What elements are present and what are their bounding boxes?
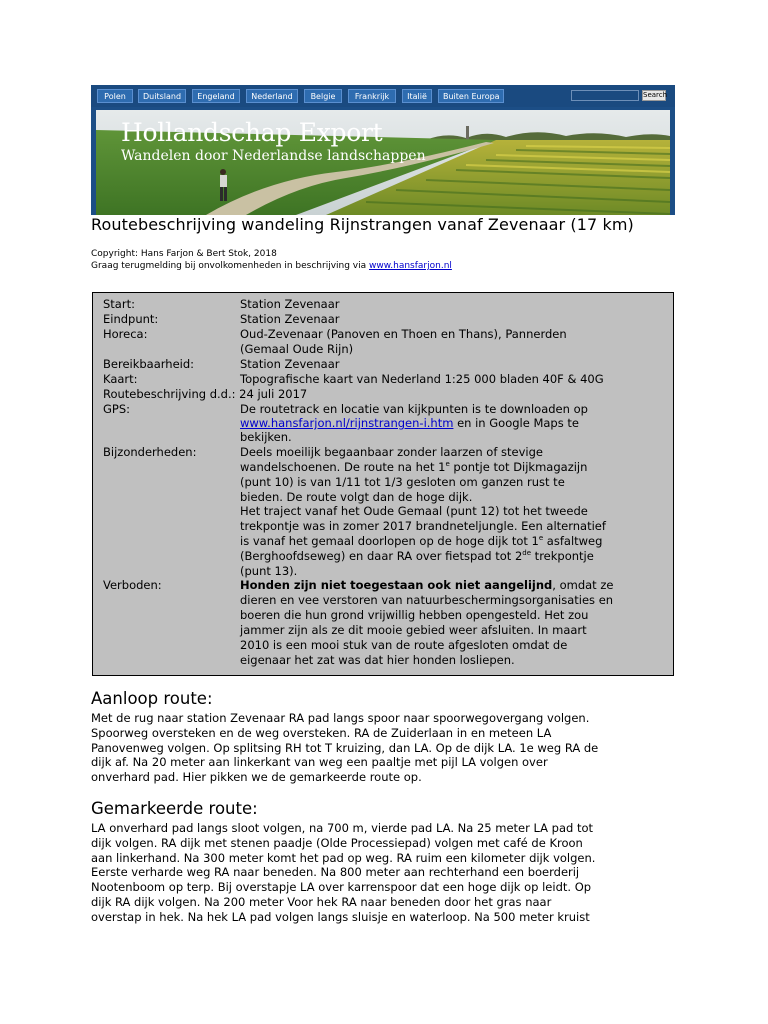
page-title: Routebeschrijving wandeling Rijnstrangen vanaf Zevenaar (17 km) [91, 215, 634, 234]
bijz-line8 [240, 549, 594, 563]
gemarkeerde-line: dijk RA dijk volgen. Na 200 meter Voor hek RA naar beneden door het gras naar [91, 895, 552, 909]
date-label: Routebeschrijving d.d.: 24 juli 2017 [103, 387, 308, 401]
verb-line3: boeren die hun grond vrijwillig hebben opengesteld. Het zou [240, 608, 589, 622]
verboden-label: Verboden: [103, 578, 162, 592]
gemarkeerde-line: overstap in hek. Na hek LA pad volgen langs sluisje en waterloop. Na 500 meter kruist [91, 910, 590, 924]
feedback-text [91, 261, 452, 271]
verb-line5: 2010 is een mooi stuk van de route afgesloten omdat de [240, 638, 568, 652]
end-value: Station Zevenaar [240, 312, 340, 326]
bijz-line8-a: (Berghoofdseweg) en daar RA over fietspad tot 2 [240, 549, 523, 563]
start-value: Station Zevenaar [240, 297, 340, 311]
aanloop-heading: Aanloop route: [91, 689, 213, 708]
aanloop-line: Spoorweg oversteken en de weg oversteken. RA de Zuiderlaan in en meteen LA [91, 726, 552, 740]
nav-duitsland[interactable]: Duitsland [138, 89, 186, 103]
gemarkeerde-line: dijk volgen. RA dijk met stenen paadje (Olde Processiepad) volgen met café de Kroon [91, 836, 583, 850]
gemarkeerde-line: aan linkerhand. Na 300 meter komt het pad op weg. RA ruim een kilometer dijk volgen. [91, 851, 596, 865]
gps-value-line2-text: en in Google Maps te [453, 416, 579, 430]
aanloop-line: dijk af. Na 20 meter aan linkerkant van weg een paaltje met pijl LA volgen over [91, 755, 548, 769]
reach-label: Bereikbaarheid: [103, 357, 195, 371]
verb-line1-bold: Honden zijn niet toegestaan ook niet aangelijnd [240, 578, 553, 592]
route-info-box [92, 292, 674, 676]
gemarkeerde-heading: Gemarkeerde route: [91, 799, 258, 818]
bijz-line3: (punt 10) is van 1/11 tot 1/3 gesloten om ganzen rust te [240, 475, 565, 489]
start-label: Start: [103, 297, 135, 311]
bijz-line5: Het traject vanaf het Oude Gemaal (punt 12) tot het tweede [240, 504, 588, 518]
bijz-line7-b: asfaltweg [543, 534, 603, 548]
map-value: Topografische kaart van Nederland 1:25 000 bladen 40F & 40G [240, 372, 604, 386]
nav-italie[interactable]: Italië [402, 89, 432, 103]
bijz-line1: Deels moeilijk begaanbaar zonder laarzen of stevige [240, 445, 543, 459]
aanloop-line: Panovenweg volgen. Op splitsing RH tot T kruizing, dan LA. Op de dijk LA. 1e weg RA de [91, 741, 599, 755]
bijz-line9: (punt 13). [240, 564, 298, 578]
bijz-line7 [240, 534, 602, 548]
gemarkeerde-line: Nootenboom op terp. Bij overstapje LA over karrenspoor dat een hoge dijk op leidt. Op [91, 880, 592, 894]
search-button[interactable]: Search [643, 91, 668, 99]
feedback-link[interactable]: www.hansfarjon.nl [369, 261, 452, 271]
verb-line2: dieren en vee verstoren van natuurbeschermingsorganisaties en [240, 593, 614, 607]
nav-polen[interactable]: Polen [97, 89, 133, 103]
bijz-line2-a: wandelschoenen. De route na het 1 [240, 460, 446, 474]
site-subtitle: Wandelen door Nederlandse landschappen [121, 148, 426, 164]
horeca-value-line1: Oud-Zevenaar (Panoven en Thoen en Thans), Pannerden [240, 327, 567, 341]
gemarkeerde-line: Eerste verharde weg RA naar beneden. Na 800 meter aan rechterhand een boerderij [91, 865, 580, 879]
verb-line6: eigenaar het zat was dat hier honden losliepen. [240, 653, 515, 667]
bijz-line2-b: pontje tot Dijkmagazijn [449, 460, 588, 474]
map-label: Kaart: [103, 372, 138, 386]
bijz-line2-sup: e [445, 460, 450, 469]
reach-value: Station Zevenaar [240, 357, 340, 371]
gps-link[interactable]: www.hansfarjon.nl/rijnstrangen-i.htm [240, 416, 454, 430]
gps-value-line1: De routetrack en locatie van kijkpunten is te downloaden op [240, 402, 588, 416]
verb-line4: jammer zijn als ze dit mooie gebied weer afsluiten. In maart [240, 623, 587, 637]
gps-value-line3: bekijken. [240, 430, 292, 444]
nav-nederland[interactable]: Nederland [246, 89, 298, 103]
site-banner [91, 85, 675, 215]
aanloop-line: Met de rug naar station Zevenaar RA pad langs spoor naar spoorwegovergang volgen. [91, 711, 590, 725]
gps-value-line2 [240, 416, 579, 430]
end-label: Eindpunt: [103, 312, 159, 326]
verb-line1-rest: , omdat ze [552, 578, 614, 592]
nav-frankrijk[interactable]: Frankrijk [348, 89, 396, 103]
bijz-line4: bieden. De route volgt dan de hoge dijk. [240, 490, 473, 504]
bijzonderheden-label: Bijzonderheden: [103, 445, 197, 459]
nav-belgie[interactable]: Belgie [304, 89, 342, 103]
aanloop-line: onverhard pad. Hier pikken we de gemarkeerde route op. [91, 770, 422, 784]
site-title: Hollandschap Export [121, 118, 383, 147]
bijz-line8-sup: de [522, 549, 532, 558]
feedback-label: Graag terugmelding bij onvolkomenheden in beschrijving via [91, 261, 370, 271]
nav-engeland[interactable]: Engeland [192, 89, 240, 103]
bijz-line7-sup: e [538, 534, 544, 543]
copyright-text: Copyright: Hans Farjon & Bert Stok, 2018 [91, 249, 277, 259]
gps-label: GPS: [103, 402, 131, 416]
bijz-line2 [240, 460, 587, 474]
top-nav [91, 85, 675, 107]
bijz-line6: trekpontje was in zomer 2017 brandneteljungle. Een alternatief [240, 519, 606, 533]
nav-buiten-europa[interactable]: Buiten Europa [438, 89, 504, 103]
horeca-value-line2: (Gemaal Oude Rijn) [240, 342, 354, 356]
horeca-label: Horeca: [103, 327, 148, 341]
search-input[interactable] [571, 90, 639, 101]
verb-line1 [240, 578, 613, 592]
bijz-line8-b: trekpontje [531, 549, 594, 563]
gemarkeerde-line: LA onverhard pad langs sloot volgen, na 700 m, vierde pad LA. Na 25 meter LA pad tot [91, 821, 594, 835]
bijz-line7-a: is vanaf het gemaal doorlopen op de hoge dijk tot 1 [240, 534, 539, 548]
